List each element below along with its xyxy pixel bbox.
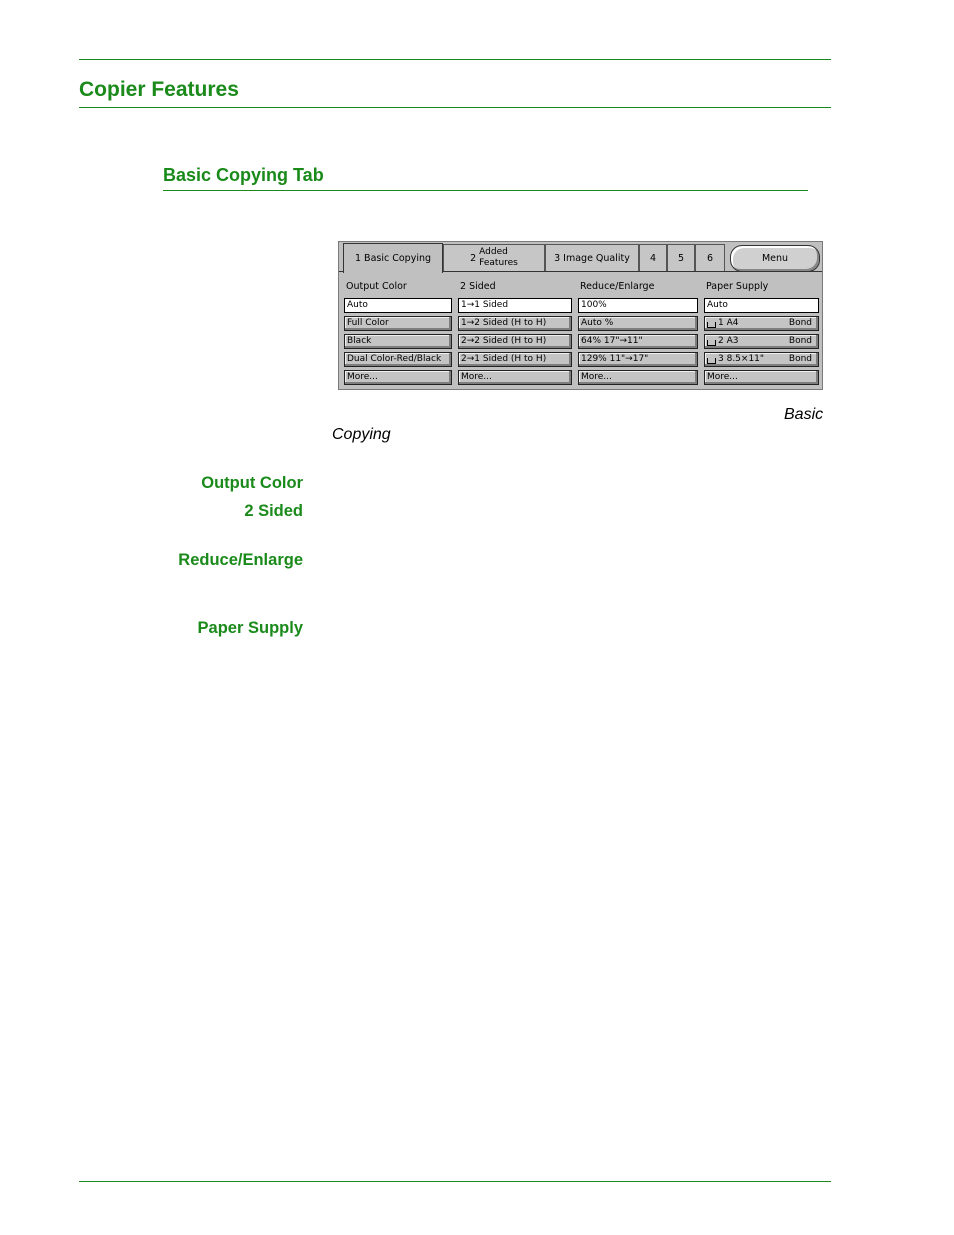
column-header: 2 Sided <box>460 281 496 292</box>
tab-added-features-line1: Added <box>479 247 508 257</box>
section-underline <box>163 190 808 191</box>
tab-image-quality[interactable] <box>545 244 639 271</box>
tab-basic-copying-label: 1 Basic Copying <box>354 253 432 264</box>
footer-rule <box>79 1181 831 1182</box>
menu-button-label: Menu <box>761 253 789 264</box>
tray-icon <box>707 322 716 328</box>
option-auto[interactable]: Auto <box>344 298 452 313</box>
option-129-percent[interactable]: 129% 11"→17" <box>578 352 698 367</box>
label-paper-supply: Paper Supply <box>197 619 303 637</box>
tab-6-label: 6 <box>706 252 714 264</box>
option-auto-percent[interactable]: Auto % <box>578 316 698 331</box>
option-100-percent[interactable]: 100% <box>578 298 698 313</box>
tab-6[interactable] <box>695 244 725 271</box>
menu-button[interactable] <box>730 245 820 272</box>
paper-type: Bond <box>788 336 812 346</box>
tab-image-quality-label: 3 Image Quality <box>554 252 630 264</box>
column-paper-supply <box>704 278 819 385</box>
tab-basic-copying[interactable] <box>343 243 443 273</box>
tray-2-button[interactable]: 2 A3 Bond <box>704 334 819 349</box>
section-title: Basic Copying Tab <box>163 165 324 185</box>
more-button[interactable]: More... <box>458 370 572 385</box>
tab-added-features-line2: Features <box>479 258 518 268</box>
more-button[interactable]: More... <box>704 370 819 385</box>
option-2-to-2-sided[interactable]: 2→2 Sided (H to H) <box>458 334 572 349</box>
label-output-color: Output Color <box>201 474 303 492</box>
tab-4-label: 4 <box>649 252 657 264</box>
option-full-color[interactable]: Full Color <box>344 316 452 331</box>
paper-type: Bond <box>788 354 812 364</box>
tab-added-features[interactable] <box>443 244 545 271</box>
option-dual-color[interactable]: Dual Color-Red/Black <box>344 352 452 367</box>
option-2-to-1-sided[interactable]: 2→1 Sided (H to H) <box>458 352 572 367</box>
column-header: Output Color <box>346 281 407 292</box>
column-header: Reduce/Enlarge <box>580 281 655 292</box>
column-output-color <box>344 278 452 385</box>
tray-1-button[interactable]: 1 A4 Bond <box>704 316 819 331</box>
title-underline <box>79 107 831 108</box>
page-title: Copier Features <box>79 78 239 101</box>
option-1-to-2-sided[interactable]: 1→2 Sided (H to H) <box>458 316 572 331</box>
column-header: Paper Supply <box>706 281 769 292</box>
column-2-sided <box>458 278 572 385</box>
top-rule <box>79 59 831 60</box>
option-auto[interactable]: Auto <box>704 298 819 313</box>
tab-bar <box>339 242 822 272</box>
caption-copying: Copying <box>332 426 391 443</box>
tray-icon <box>707 358 716 364</box>
option-black[interactable]: Black <box>344 334 452 349</box>
label-2-sided: 2 Sided <box>244 502 303 520</box>
tab-5[interactable] <box>667 244 695 271</box>
tab-added-features-number: 2 <box>470 252 477 264</box>
more-button[interactable]: More... <box>578 370 698 385</box>
column-reduce-enlarge <box>578 278 698 385</box>
label-reduce-enlarge: Reduce/Enlarge <box>178 551 303 569</box>
paper-type: Bond <box>788 318 812 328</box>
tab-5-label: 5 <box>677 252 685 264</box>
option-64-percent[interactable]: 64% 17"→11" <box>578 334 698 349</box>
more-button[interactable]: More... <box>344 370 452 385</box>
tray-3-button[interactable]: 3 8.5×11" Bond <box>704 352 819 367</box>
caption-basic: Basic <box>784 406 824 423</box>
tray-icon <box>707 340 716 346</box>
basic-copying-panel <box>338 241 823 390</box>
tab-4[interactable] <box>639 244 667 271</box>
option-1-to-1-sided[interactable]: 1→1 Sided <box>458 298 572 313</box>
